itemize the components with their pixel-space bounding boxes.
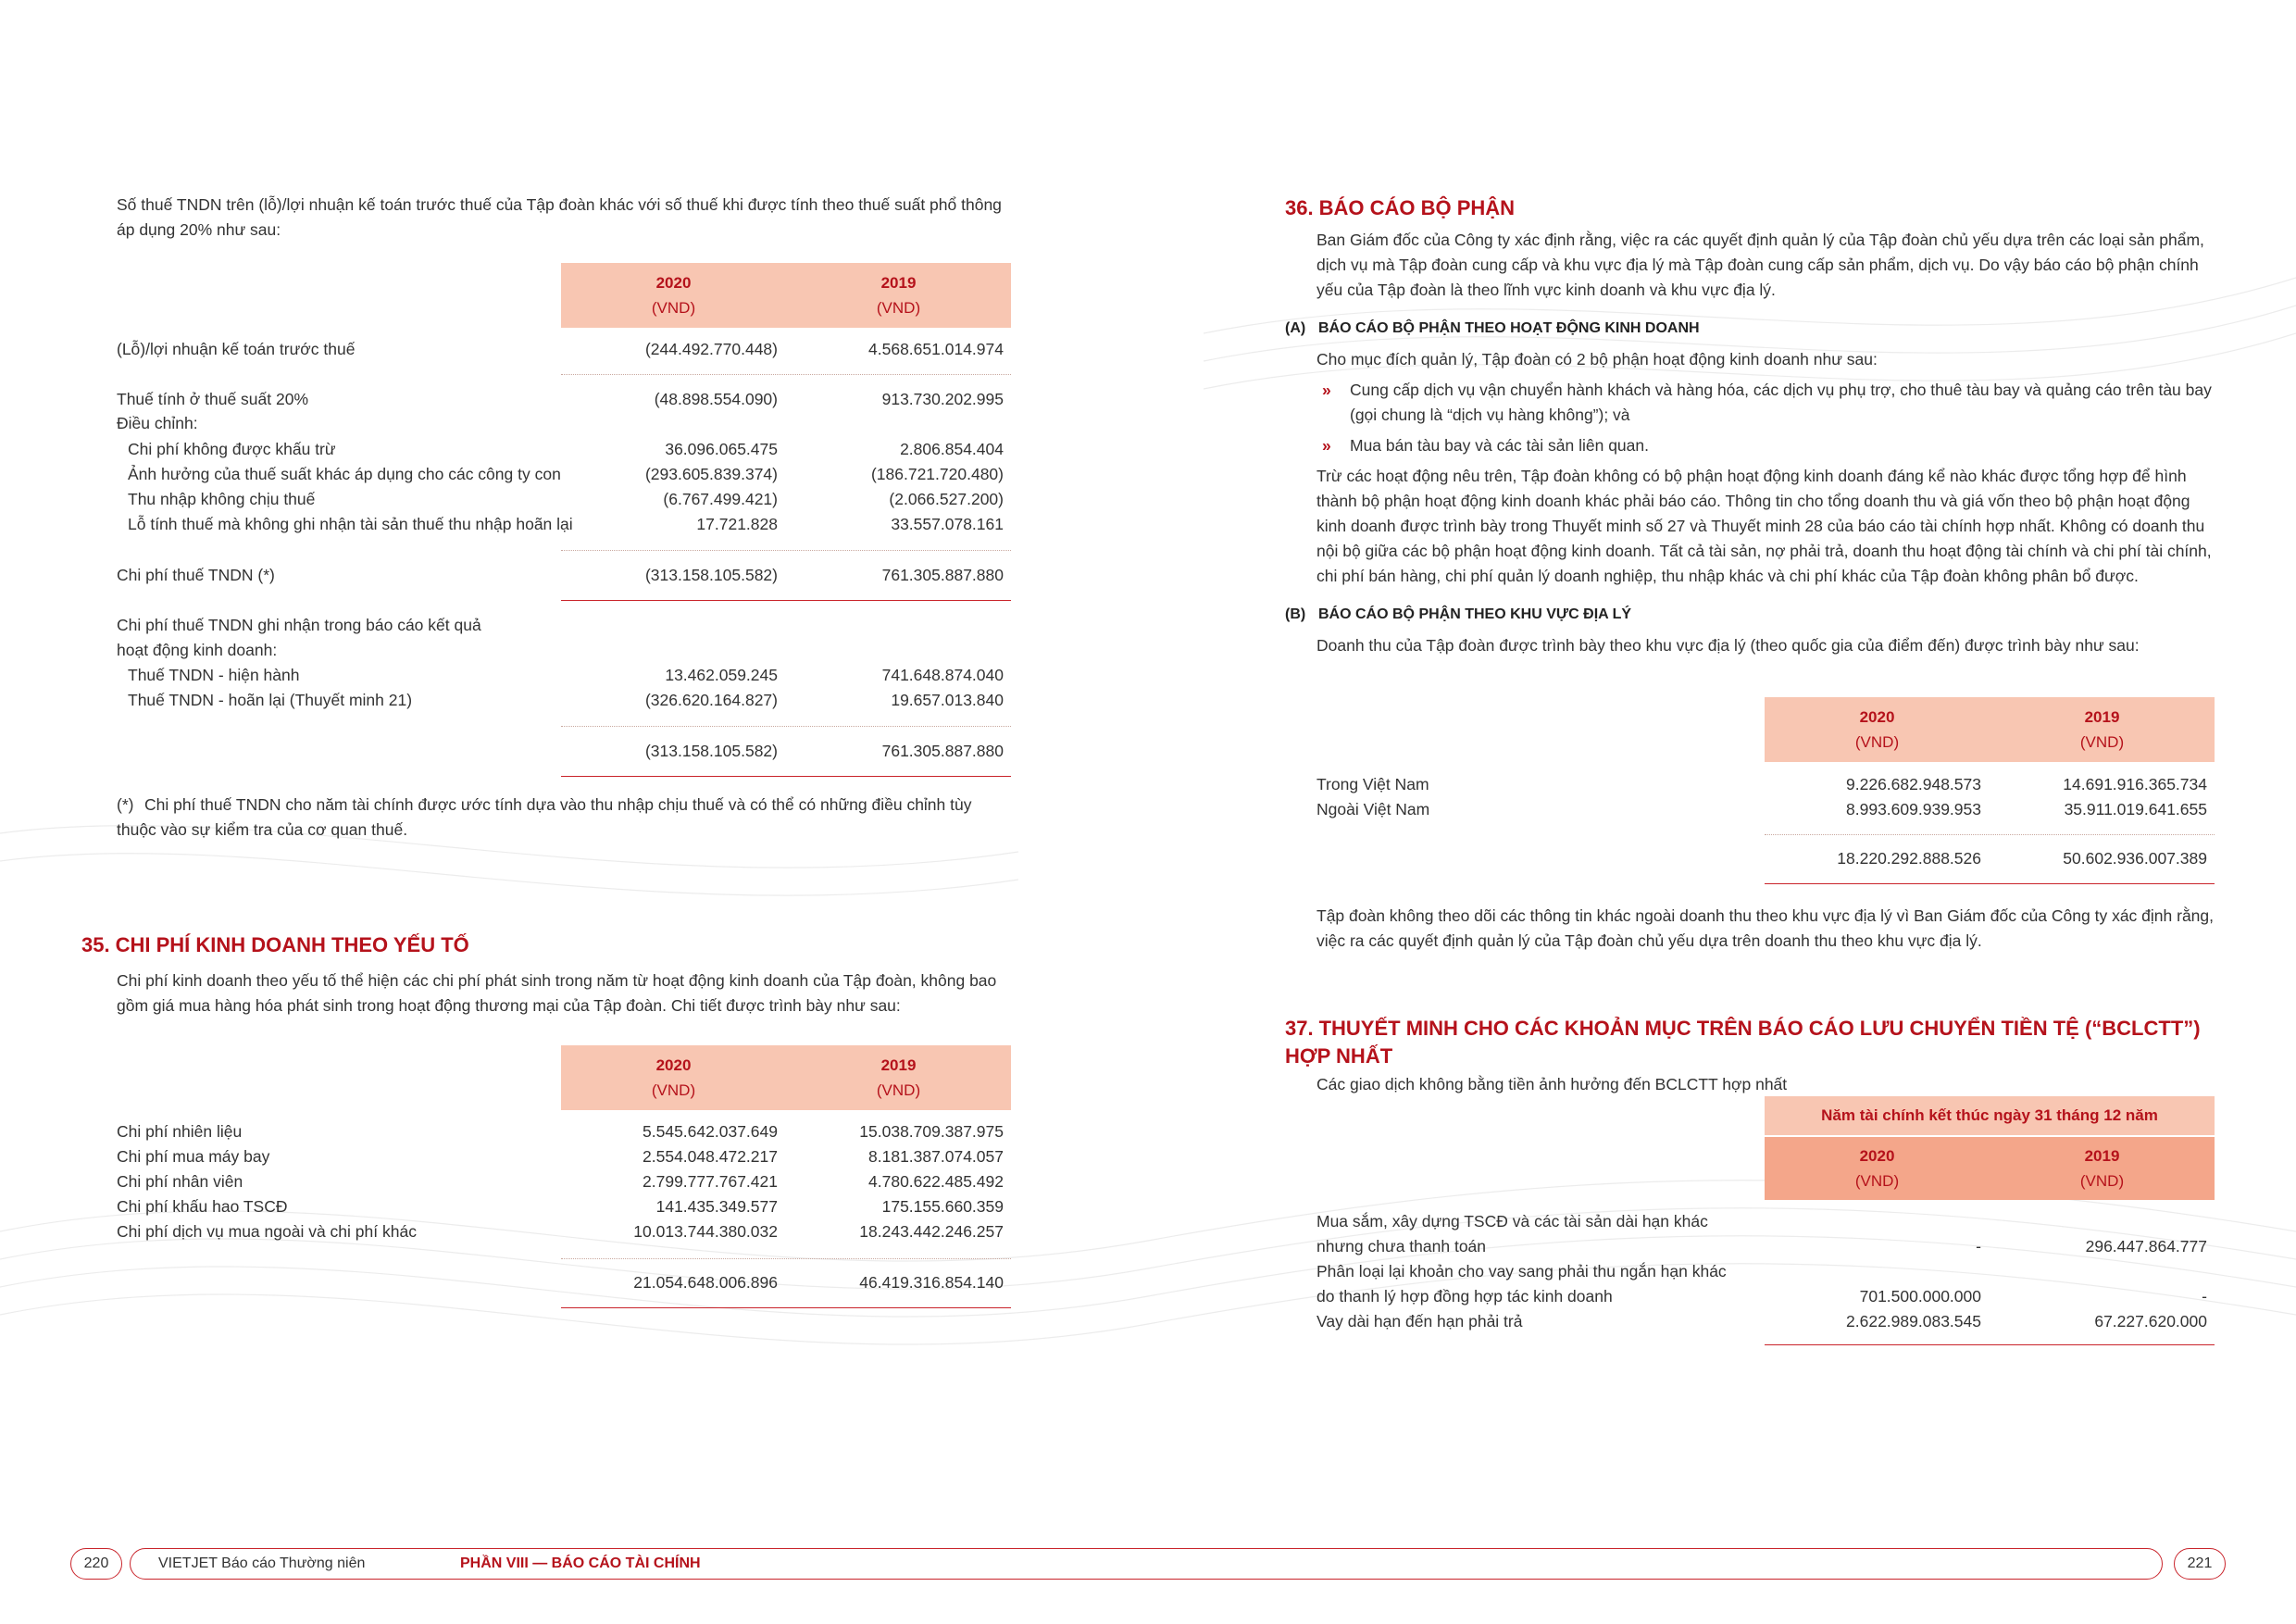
value-2019: 4.568.651.014.974 bbox=[868, 340, 1004, 358]
table-row bbox=[117, 688, 1011, 713]
row-label: Thuế TNDN - hiện hành bbox=[128, 666, 300, 684]
solid-divider bbox=[561, 1307, 1011, 1308]
table-row bbox=[117, 1119, 1011, 1144]
value-2019: 913.730.202.995 bbox=[881, 390, 1004, 408]
value-2019: 175.155.660.359 bbox=[881, 1197, 1004, 1216]
subsection-title-text: BÁO CÁO BỘ PHẬN THEO HOẠT ĐỘNG KINH DOANH bbox=[1318, 320, 1700, 336]
row-label: Thuế TNDN - hoãn lại (Thuyết minh 21) bbox=[128, 691, 413, 709]
value-2019: 296.447.864.777 bbox=[2085, 1237, 2207, 1255]
chevron-right-icon: » bbox=[1322, 381, 1331, 399]
header-year: 2020 bbox=[655, 1056, 692, 1074]
row-label: Chi phí không được khấu trừ bbox=[128, 440, 336, 458]
section-number: 37. bbox=[1285, 1017, 1314, 1040]
table-row bbox=[1316, 1309, 2215, 1334]
value-2020: (326.620.164.827) bbox=[644, 691, 778, 709]
value-2020: (244.492.770.448) bbox=[644, 340, 778, 358]
solid-divider bbox=[561, 776, 1011, 777]
section-36-title bbox=[1285, 194, 2215, 222]
list-item bbox=[1316, 378, 2215, 428]
section-title-text: BÁO CÁO BỘ PHẬN bbox=[1318, 196, 1516, 219]
total-2020: (313.158.105.582) bbox=[644, 742, 778, 760]
cost-by-element-table bbox=[117, 1045, 1011, 1314]
row-label: Lỗ tính thuế mà không ghi nhận tài sản thuế thu nhập hoãn lại bbox=[128, 515, 573, 533]
header-unit: (VND) bbox=[2079, 1172, 2125, 1190]
row-label: Chi phí khấu hao TSCĐ bbox=[117, 1197, 288, 1216]
table-total-row bbox=[117, 739, 1011, 764]
solid-divider bbox=[1765, 883, 2215, 884]
footnote-text bbox=[117, 793, 1011, 843]
page-number-right: 221 bbox=[2174, 1548, 2226, 1580]
footnote-body: Chi phí thuế TNDN cho năm tài chính được ước tính dựa vào thu nhập chịu thuế và có thể có những điều chỉnh tùy thuộc vào sự kiểm tra của cơ quan thuế. bbox=[117, 795, 972, 839]
row-label: Ảnh hưởng của thuế suất khác áp dụng cho các công ty con bbox=[128, 465, 561, 483]
value-2019: 761.305.887.880 bbox=[881, 566, 1004, 584]
solid-divider bbox=[561, 600, 1011, 601]
value-2020: 10.013.744.380.032 bbox=[633, 1222, 778, 1241]
page-footer bbox=[70, 1548, 2226, 1580]
table-row bbox=[1316, 1284, 2215, 1309]
footnote-marker: (*) bbox=[117, 795, 134, 814]
row-label: (Lỗ)/lợi nhuận kế toán trước thuế bbox=[117, 340, 356, 358]
section-37-title bbox=[1285, 1015, 2215, 1070]
value-2020: 17.721.828 bbox=[696, 515, 778, 533]
value-2019: 19.657.013.840 bbox=[891, 691, 1004, 709]
table-row bbox=[117, 1219, 1011, 1244]
section-37-intro: Các giao dịch không bằng tiền ảnh hưởng đến BCLCTT hợp nhất bbox=[1316, 1075, 1788, 1093]
total-2019: 50.602.936.007.389 bbox=[2063, 849, 2207, 868]
list-item-text: Cung cấp dịch vụ vận chuyển hành khách và hàng hóa, các dịch vụ phụ trợ, cho thuê tàu bay và quảng cáo trên tàu bay (gọi chung là “dịch vụ hàng không”); và bbox=[1350, 381, 2212, 424]
geographic-revenue-table bbox=[1316, 697, 2215, 892]
table-row bbox=[117, 487, 1011, 512]
header-2020 bbox=[1765, 1143, 1990, 1193]
value-2019: 67.227.620.000 bbox=[2094, 1312, 2207, 1330]
year-header-text: Năm tài chính kết thúc ngày 31 tháng 12 năm bbox=[1821, 1106, 2158, 1124]
row-label: Chi phí mua máy bay bbox=[117, 1147, 270, 1166]
row-label: Trong Việt Nam bbox=[1316, 775, 1429, 793]
list-item-text: Mua bán tàu bay và các tài sản liên quan. bbox=[1350, 436, 1649, 455]
value-2020: 2.554.048.472.217 bbox=[643, 1147, 778, 1166]
header-unit: (VND) bbox=[876, 299, 921, 317]
value-2020: 5.545.642.037.649 bbox=[643, 1122, 778, 1141]
table-row bbox=[1316, 1209, 2215, 1234]
row-label: hoạt động kinh doanh: bbox=[117, 641, 278, 659]
subsection-a-body: Trừ các hoạt động nêu trên, Tập đoàn không có bộ phận hoạt động kinh doanh đáng kể nào khác được tổng hợp để hình thành bộ phận hoạt động kinh doanh khác phải báo cáo. Thông tin cho tổng doanh thu và giá vốn theo bộ phận hoạt động kinh doanh được trình bày trong Thuyết minh số 27 và Thuyết minh 28 của báo cáo tài chính hợp nhất. Không có doanh thu nội bộ giữa các bộ phận hoạt động kinh doanh. Tất cả tài sản, nợ phải trả, doanh thu hoạt động tài chính và chi phí tài chính, chi phí bán hàng, chi phí quản lý doanh nghiệp, thu nhập khác và chi phí khác của Tập đoàn không phân bổ được. bbox=[1316, 467, 2212, 585]
total-2020: 18.220.292.888.526 bbox=[1837, 849, 1981, 868]
table-row bbox=[117, 563, 1011, 588]
section-title-text: CHI PHÍ KINH DOANH THEO YẾU TỐ bbox=[115, 933, 469, 956]
value-2019: 2.806.854.404 bbox=[900, 440, 1004, 458]
header-year: 2020 bbox=[1859, 708, 1895, 726]
header-year: 2019 bbox=[2084, 1147, 2120, 1165]
row-label: Vay dài hạn đến hạn phải trả bbox=[1316, 1312, 1523, 1330]
tax-footnote bbox=[117, 793, 1011, 843]
total-2020: 21.054.648.006.896 bbox=[633, 1273, 778, 1292]
table-row bbox=[1316, 797, 2215, 822]
value-2019: 14.691.916.365.734 bbox=[2063, 775, 2207, 793]
value-2020: 141.435.349.577 bbox=[655, 1197, 778, 1216]
subsection-a-title bbox=[1285, 318, 2215, 340]
section-title-text: THUYẾT MINH CHO CÁC KHOẢN MỤC TRÊN BÁO CÁO LƯU CHUYỂN TIỀN TỆ (“BCLCTT”) HỢP NHẤT bbox=[1285, 1017, 2201, 1068]
value-2020: 701.500.000.000 bbox=[1859, 1287, 1981, 1305]
value-2020: (6.767.499.421) bbox=[663, 490, 778, 508]
table-row bbox=[117, 337, 1011, 362]
header-unit: (VND) bbox=[651, 1081, 696, 1099]
noncash-transactions-table bbox=[1316, 1096, 2215, 1346]
subsection-b-title bbox=[1285, 604, 2215, 626]
header-2019 bbox=[1990, 1143, 2215, 1193]
row-label: Chi phí nhiên liệu bbox=[117, 1122, 243, 1141]
subsection-index: (A) bbox=[1285, 320, 1306, 336]
table-row bbox=[117, 1194, 1011, 1219]
table-row bbox=[117, 462, 1011, 487]
table-row bbox=[117, 613, 1011, 638]
section-35-intro: Chi phí kinh doanh theo yếu tố thể hiện các chi phí phát sinh trong năm từ hoạt động kinh doanh của Tập đoàn, không bao gồm giá mua hàng hóa phát sinh trong hoạt động thương mại của Tập đoàn. Chi tiết được trình bày như sau: bbox=[117, 971, 997, 1015]
section-number: 36. bbox=[1285, 196, 1314, 219]
row-label: Thuế tính ở thuế suất 20% bbox=[117, 390, 309, 408]
value-2019: 4.780.622.485.492 bbox=[868, 1172, 1004, 1191]
value-2020: 8.993.609.939.953 bbox=[1846, 800, 1981, 818]
table-row bbox=[117, 638, 1011, 663]
header-year: 2020 bbox=[1859, 1147, 1895, 1165]
value-2020: 13.462.059.245 bbox=[665, 666, 778, 684]
row-label: Mua sắm, xây dựng TSCĐ và các tài sản dài hạn khác bbox=[1316, 1212, 1708, 1230]
table-row bbox=[117, 512, 1011, 537]
header-year: 2019 bbox=[880, 274, 917, 292]
page-number-left: 220 bbox=[70, 1548, 122, 1580]
header-2020 bbox=[561, 270, 786, 320]
table-row bbox=[1316, 1259, 2215, 1284]
row-label: Chi phí thuế TNDN (*) bbox=[117, 566, 275, 584]
section-37 bbox=[1285, 1015, 2215, 1097]
table-row bbox=[117, 663, 1011, 688]
value-2019: (2.066.527.200) bbox=[889, 490, 1004, 508]
total-2019: 46.419.316.854.140 bbox=[859, 1273, 1004, 1292]
row-label: Phân loại lại khoản cho vay sang phải thu ngắn hạn khác bbox=[1316, 1262, 1727, 1280]
table-row bbox=[117, 1169, 1011, 1194]
footer-part-title: PHẦN VIII — BÁO CÁO TÀI CHÍNH bbox=[460, 1555, 701, 1571]
subsection-index: (B) bbox=[1285, 606, 1306, 622]
chevron-right-icon: » bbox=[1322, 436, 1331, 455]
header-unit: (VND) bbox=[876, 1081, 921, 1099]
table-row bbox=[117, 411, 1011, 436]
dotted-divider bbox=[1765, 834, 2215, 835]
table-row bbox=[1316, 1234, 2215, 1259]
dotted-divider bbox=[561, 374, 1011, 375]
value-2020: 2.622.989.083.545 bbox=[1846, 1312, 1981, 1330]
year-header bbox=[1765, 1103, 2215, 1128]
activity-bullet-list bbox=[1316, 378, 2215, 458]
header-2020 bbox=[1765, 705, 1990, 755]
section-number: 35. bbox=[81, 933, 110, 956]
value-2020: (293.605.839.374) bbox=[644, 465, 778, 483]
value-2019: 18.243.442.246.257 bbox=[859, 1222, 1004, 1241]
row-label: Ngoài Việt Nam bbox=[1316, 800, 1430, 818]
row-label: Chi phí dịch vụ mua ngoài và chi phí khác bbox=[117, 1222, 417, 1241]
dotted-divider bbox=[561, 550, 1011, 551]
value-2019: (186.721.720.480) bbox=[870, 465, 1004, 483]
value-2019: 741.648.874.040 bbox=[881, 666, 1004, 684]
section-35-title bbox=[81, 931, 1011, 959]
row-label: Thu nhập không chịu thuế bbox=[128, 490, 316, 508]
value-2020: (313.158.105.582) bbox=[644, 566, 778, 584]
table-row bbox=[1316, 772, 2215, 797]
value-2020: 36.096.065.475 bbox=[665, 440, 778, 458]
left-page bbox=[117, 193, 1011, 243]
row-label: do thanh lý hợp đồng hợp tác kinh doanh bbox=[1316, 1287, 1613, 1305]
header-2019 bbox=[1990, 705, 2215, 755]
value-2020: - bbox=[1976, 1237, 1981, 1255]
tax-reconciliation-table bbox=[117, 263, 1011, 781]
value-2020: (48.898.554.090) bbox=[654, 390, 778, 408]
section-36-intro: Ban Giám đốc của Công ty xác định rằng, việc ra các quyết định quản lý của Tập đoàn chủ yếu dựa trên các loại sản phẩm, dịch vụ mà Tập đoàn cung cấp và khu vực địa lý mà Tập đoàn cung cấp sản phẩm, dịch vụ. Do vậy báo cáo bộ phận chính yếu của Tập đoàn là theo lĩnh vực kinh doanh và khu vực địa lý. bbox=[1316, 231, 2204, 299]
value-2019: - bbox=[2202, 1287, 2207, 1305]
total-2019: 761.305.887.880 bbox=[881, 742, 1004, 760]
value-2019: 15.038.709.387.975 bbox=[859, 1122, 1004, 1141]
table-total-row bbox=[1316, 846, 2215, 871]
table-row bbox=[117, 387, 1011, 412]
value-2020: 2.799.777.767.421 bbox=[643, 1172, 778, 1191]
header-year: 2019 bbox=[2084, 708, 2120, 726]
header-unit: (VND) bbox=[2079, 733, 2125, 751]
footer-brand: VIETJET Báo cáo Thường niên bbox=[158, 1555, 366, 1571]
table-total-row bbox=[117, 1270, 1011, 1295]
row-label: Chi phí thuế TNDN ghi nhận trong báo cáo kết quả bbox=[117, 616, 481, 634]
header-unit: (VND) bbox=[1854, 733, 1900, 751]
solid-divider bbox=[1765, 1344, 2215, 1345]
header-2020 bbox=[561, 1053, 786, 1103]
header-2019 bbox=[786, 270, 1011, 320]
header-year: 2019 bbox=[880, 1056, 917, 1074]
header-unit: (VND) bbox=[1854, 1172, 1900, 1190]
value-2019: 8.181.387.074.057 bbox=[868, 1147, 1004, 1166]
row-label: Chi phí nhân viên bbox=[117, 1172, 243, 1191]
tax-intro: Số thuế TNDN trên (lỗ)/lợi nhuận kế toán trước thuế của Tập đoàn khác với số thuế khi được tính theo thuế suất phổ thông áp dụng 20% như sau: bbox=[117, 195, 1002, 239]
section-36 bbox=[1285, 194, 2215, 658]
header-unit: (VND) bbox=[651, 299, 696, 317]
table-row bbox=[117, 437, 1011, 462]
row-label: nhưng chưa thanh toán bbox=[1316, 1237, 1487, 1255]
value-2019: 35.911.019.641.655 bbox=[2064, 800, 2207, 818]
dotted-divider bbox=[561, 726, 1011, 727]
header-year: 2020 bbox=[655, 274, 692, 292]
geographic-note bbox=[1316, 904, 2215, 954]
value-2019: 33.557.078.161 bbox=[891, 515, 1004, 533]
subsection-title-text: BÁO CÁO BỘ PHẬN THEO KHU VỰC ĐỊA LÝ bbox=[1318, 606, 1632, 622]
table-row bbox=[117, 1144, 1011, 1169]
value-2020: 9.226.682.948.573 bbox=[1846, 775, 1981, 793]
geographic-note-text: Tập đoàn không theo dõi các thông tin khác ngoài doanh thu theo khu vực địa lý vì Ban Giám đốc của Công ty xác định rằng, việc ra các quyết định quản lý của Tập đoàn chủ yếu dựa trên doanh thu theo khu vực địa lý. bbox=[1316, 906, 2215, 950]
footer-banner bbox=[130, 1548, 2163, 1580]
dotted-divider bbox=[561, 1258, 1011, 1259]
section-35 bbox=[81, 931, 1011, 1018]
row-label: Điều chỉnh: bbox=[117, 414, 198, 432]
subsection-a-intro: Cho mục đích quản lý, Tập đoàn có 2 bộ phận hoạt động kinh doanh như sau: bbox=[1316, 350, 1878, 369]
list-item bbox=[1316, 433, 2215, 458]
header-2019 bbox=[786, 1053, 1011, 1103]
subsection-b-intro: Doanh thu của Tập đoàn được trình bày theo khu vực địa lý (theo quốc gia của điểm đến) được trình bày như sau: bbox=[1316, 636, 2140, 655]
